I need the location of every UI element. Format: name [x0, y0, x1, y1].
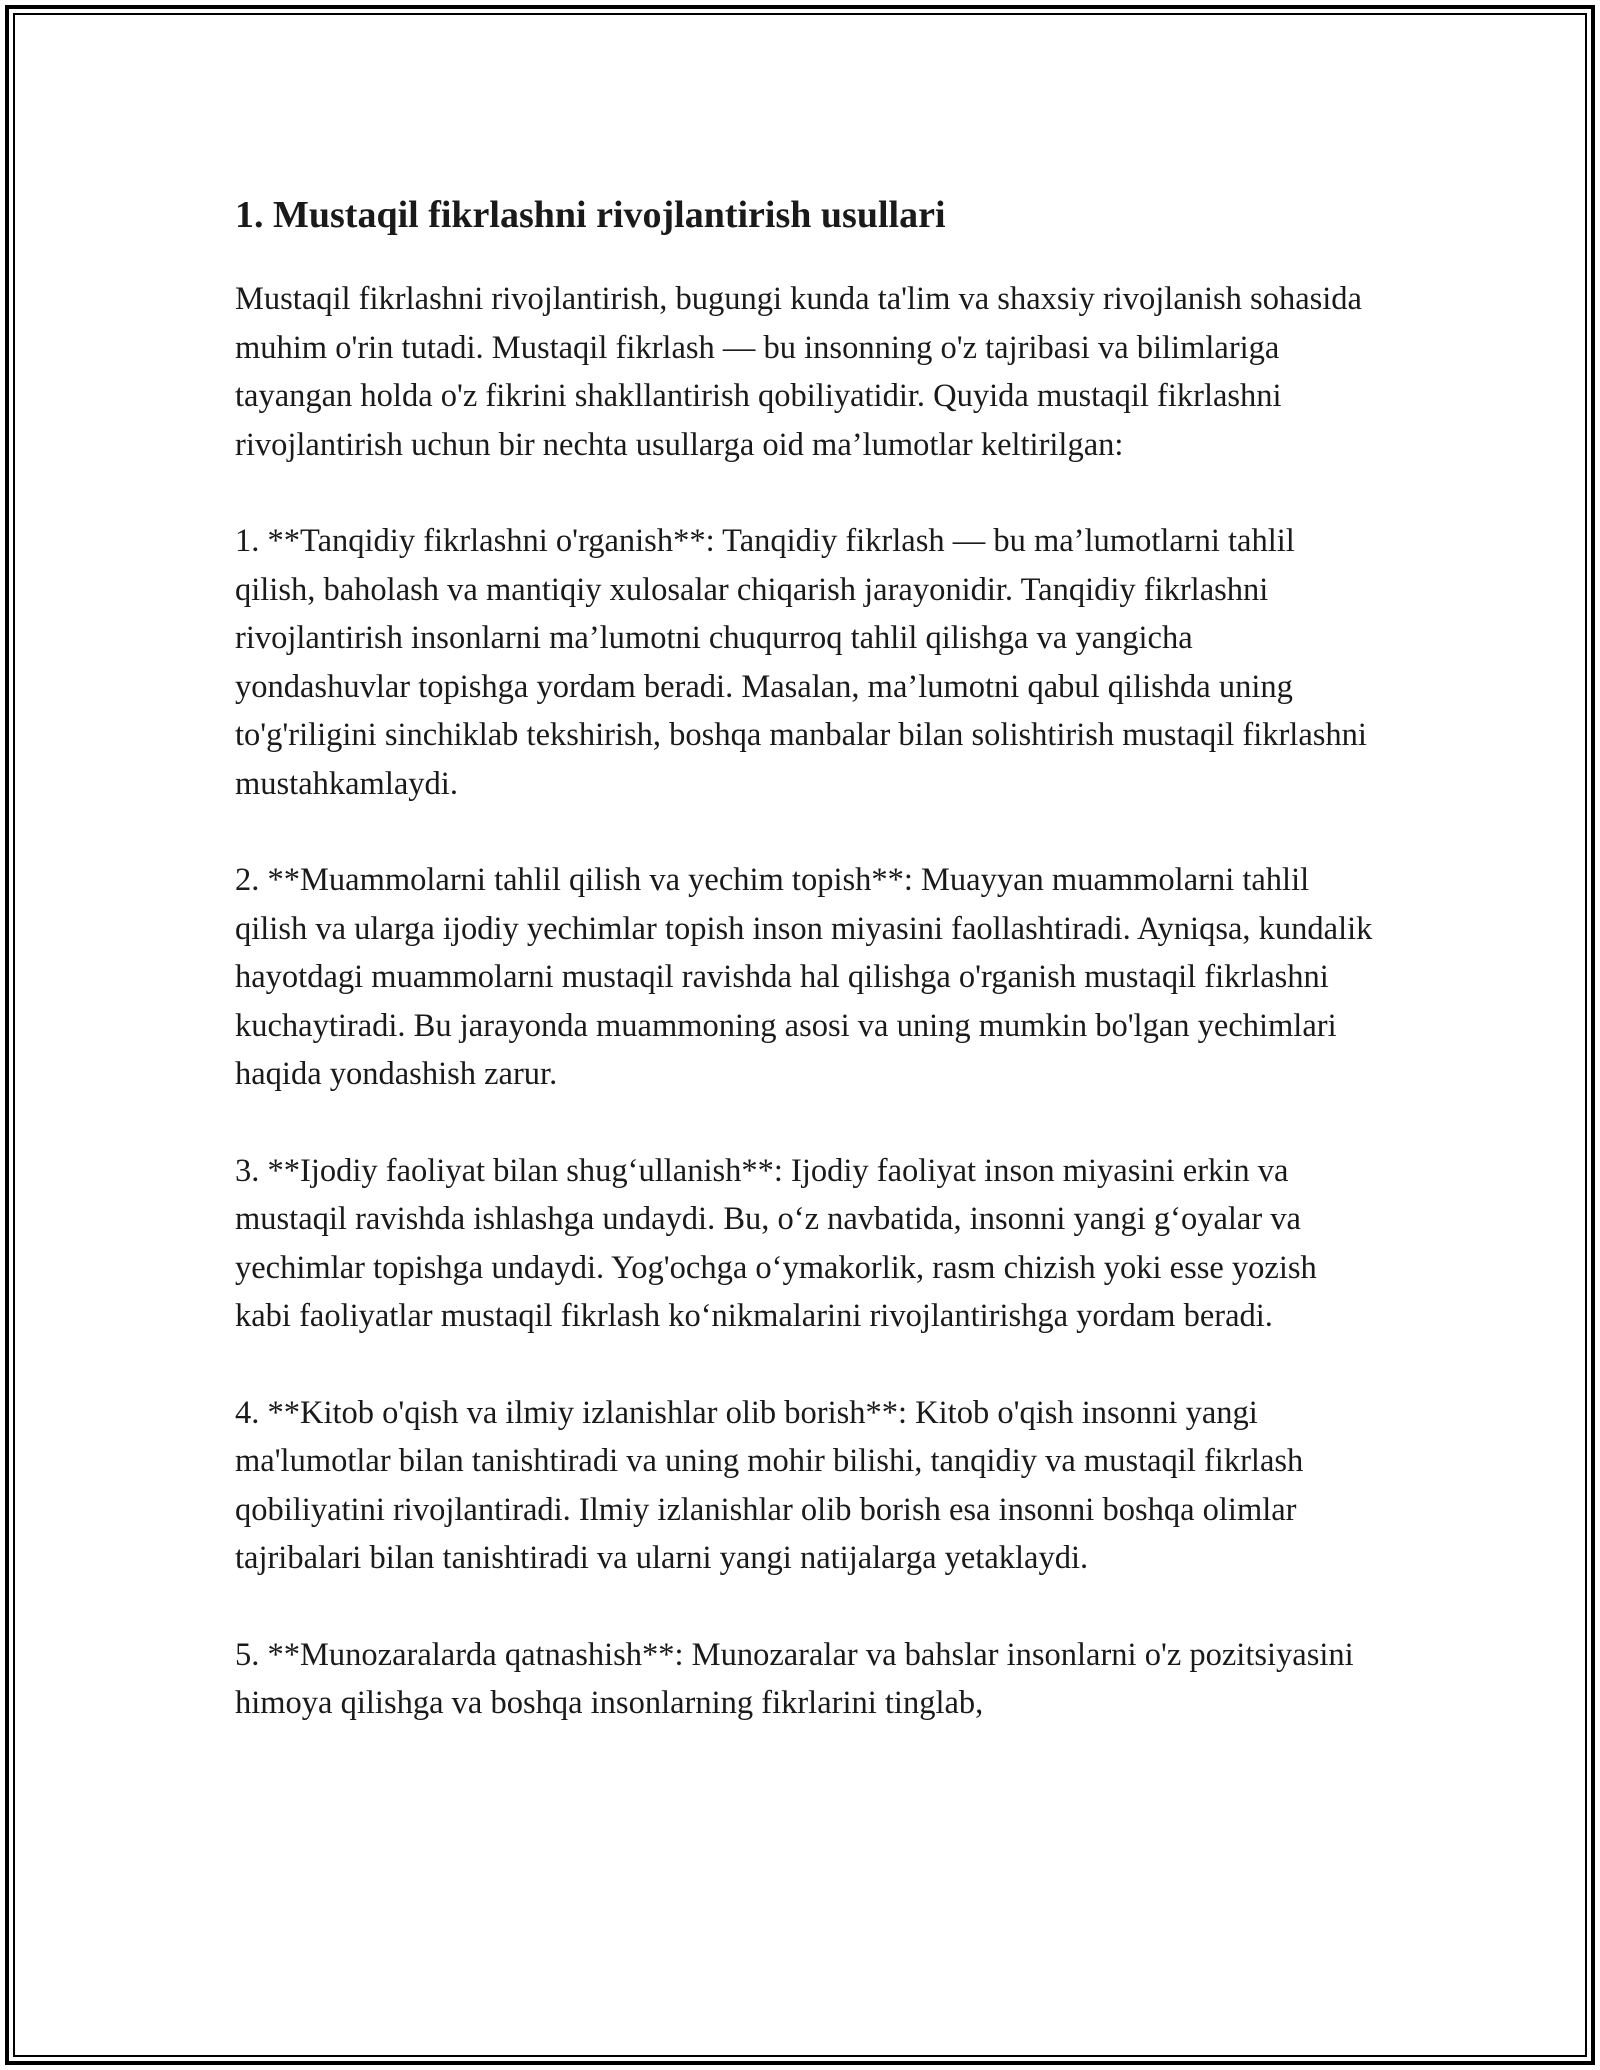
paragraph-creative-activity: 3. **Ijodiy faoliyat bilan shug‘ullanish**: Ijodiy faoliyat inson miyasini erkin va mustaqil ravishda ishlashga undaydi. Bu, o‘z navbatida, insonni yangi g‘oyalar va yechimlar topishga undaydi. Yog'ochga o‘ymakorlik, rasm chizish yoki esse yozish kabi faoliyatlar mustaqil fikrlash ko‘nikmalarini rivojlantirishga yordam beradi. — [235, 1152, 1317, 1334]
paragraph-reading-research: 4. **Kitob o'qish va ilmiy izlanishlar olib borish**: Kitob o'qish insonni yangi ma'lumotlar bilan tanishtiradi va uning mohir bilishi, tanqidiy va mustaqil fikrlash qobiliyatini rivojlantiradi. Ilmiy izlanishlar olib borish esa insonni boshqa olimlar tajribalari bilan tanishtiradi va ularni yangi natijalarga yetaklaydi. — [235, 1394, 1304, 1576]
paragraph-problem-solving: 2. **Muammolarni tahlil qilish va yechim topish**: Muayyan muammolarni tahlil qilish va ularga ijodiy yechimlar topish inson miyasini faollashtiradi. Ayniqsa, kundalik hayotdagi muammolarni mustaqil ravishda hal qilishga o'rganish mustaqil fikrlashni kuchaytiradi. Bu jarayonda muammoning asosi va uning mumkin bo'lgan yechimlari haqida yondashish zarur. — [235, 862, 1373, 1092]
document-title: 1. Mustaqil fikrlashni rivojlantirish usullari — [235, 194, 946, 236]
document-page — [235, 185, 1375, 1776]
paragraph-debates: 5. **Munozaralarda qatnashish**: Munozaralar va bahslar insonlarni o'z pozitsiyasini himoya qilishga va boshqa insonlarning fikrlarini tinglab, — [235, 1636, 1354, 1721]
paragraph-critical-thinking: 1. **Tanqidiy fikrlashni o'rganish**: Tanqidiy fikrlash — bu ma’lumotlarni tahlil qilish, baholash va mantiqiy xulosalar chiqarish jarayonidir. Tanqidiy fikrlashni rivojlantirish insonlarni ma’lumotni chuqurroq tahlil qilishga va yangicha yondashuvlar topishga yordam beradi. Masalan, ma’lumotni qabul qilishda uning to'g'riligini sinchiklab tekshirish, boshqa manbalar bilan solishtirish mustaqil fikrlashni mustahkamlaydi. — [235, 523, 1367, 802]
intro-paragraph: Mustaqil fikrlashni rivojlantirish, bugungi kunda ta'lim va shaxsiy rivojlanish sohasida muhim o'rin tutadi. Mustaqil fikrlash — bu insonning o'z tajribasi va bilimlariga tayangan holda o'z fikrini shakllantirish qobiliyatidir. Quyida mustaqil fikrlashni rivojlantirish uchun bir nechta usullarga oid ma’lumotlar keltirilgan: — [235, 281, 1362, 463]
